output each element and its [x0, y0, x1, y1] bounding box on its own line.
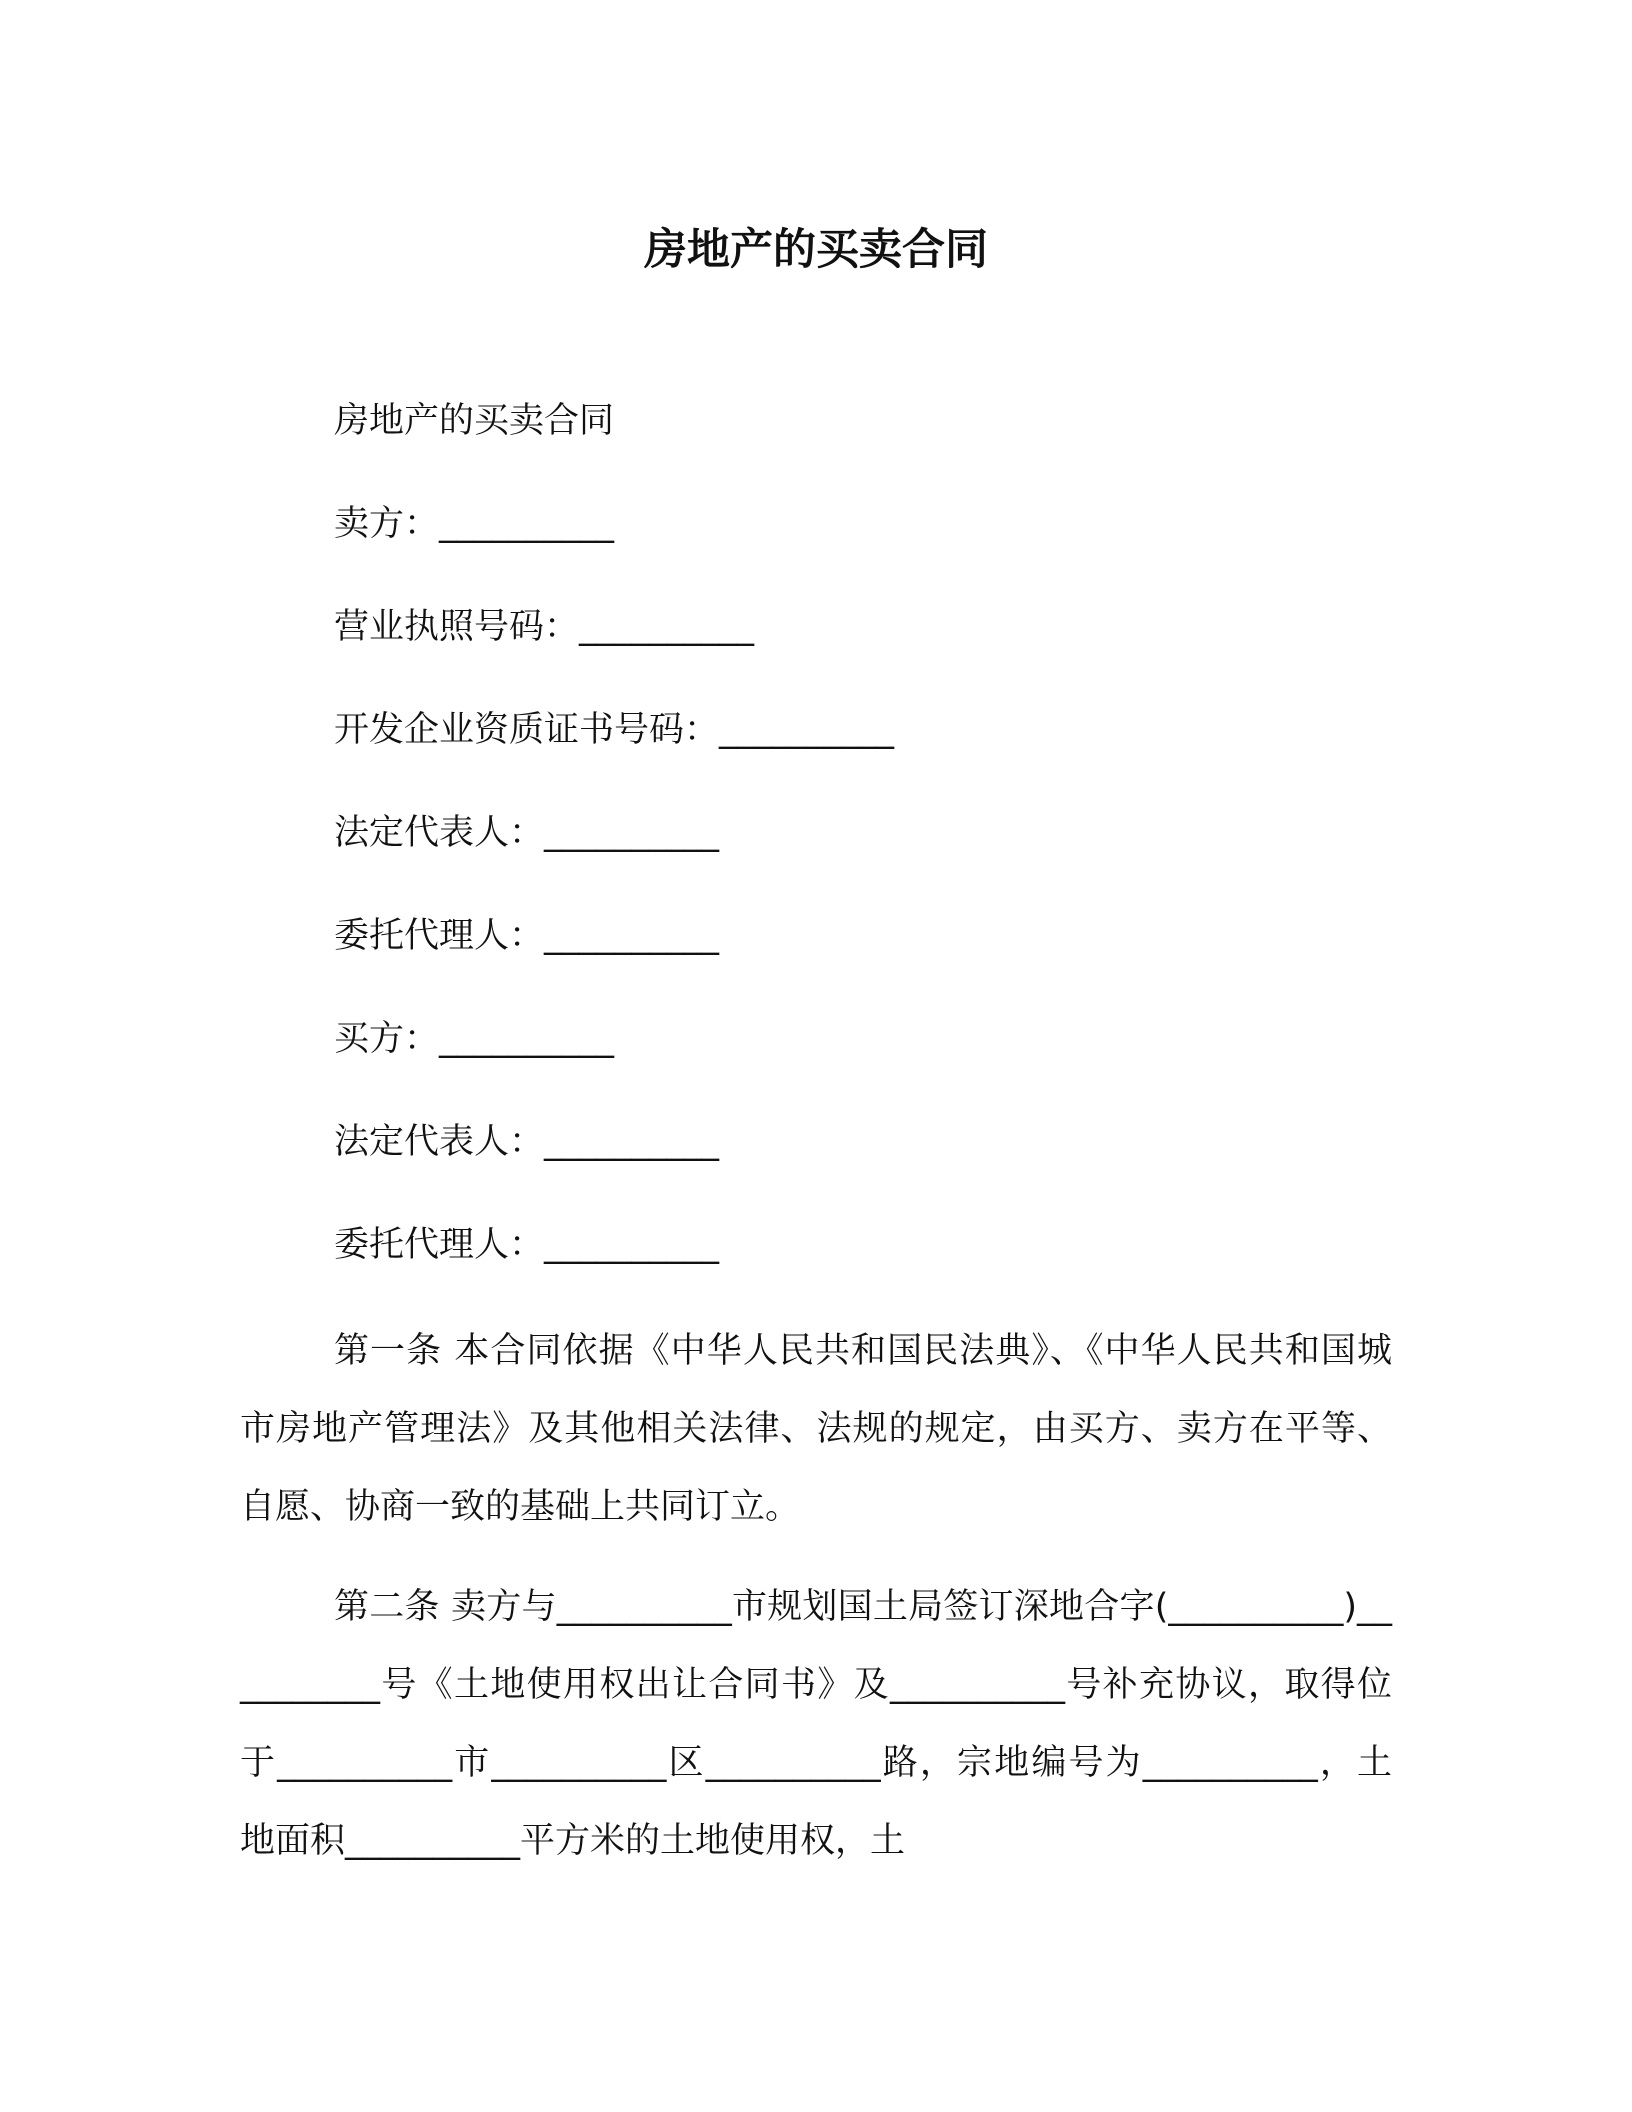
field-buyer: 买方：__________ — [334, 1019, 615, 1059]
field-business-license: 营业执照号码：__________ — [334, 607, 755, 647]
field-seller: 卖方：__________ — [334, 504, 615, 544]
field-seller-agent: 委托代理人：__________ — [334, 916, 720, 956]
document-subtitle: 房地产的买卖合同 — [334, 401, 615, 441]
field-seller-legal-rep: 法定代表人：__________ — [334, 813, 720, 853]
document-title: 房地产的买卖合同 — [644, 225, 988, 275]
article-1: 第一条 本合同依据《中华人民共和国民法典》、《中华人民共和国城市房地产管理法》及其他相关法律、法规的规定，由买方、卖方在平等、自愿、协商一致的基础上共同订立。 — [240, 1331, 1392, 1527]
field-buyer-agent: 委托代理人：__________ — [334, 1225, 720, 1265]
field-buyer-legal-rep: 法定代表人：__________ — [334, 1122, 720, 1162]
field-qualification-certificate: 开发企业资质证书号码：__________ — [334, 710, 895, 750]
article-2: 第二条 卖方与__________市规划国土局签订深地合字(__________)__________号《土地使用权出让合同书》及__________号补充协议，取得位于__________市__________区__________路，宗地编号为__________，土地面积__________平方米的土地使用权，土 — [240, 1587, 1392, 1861]
